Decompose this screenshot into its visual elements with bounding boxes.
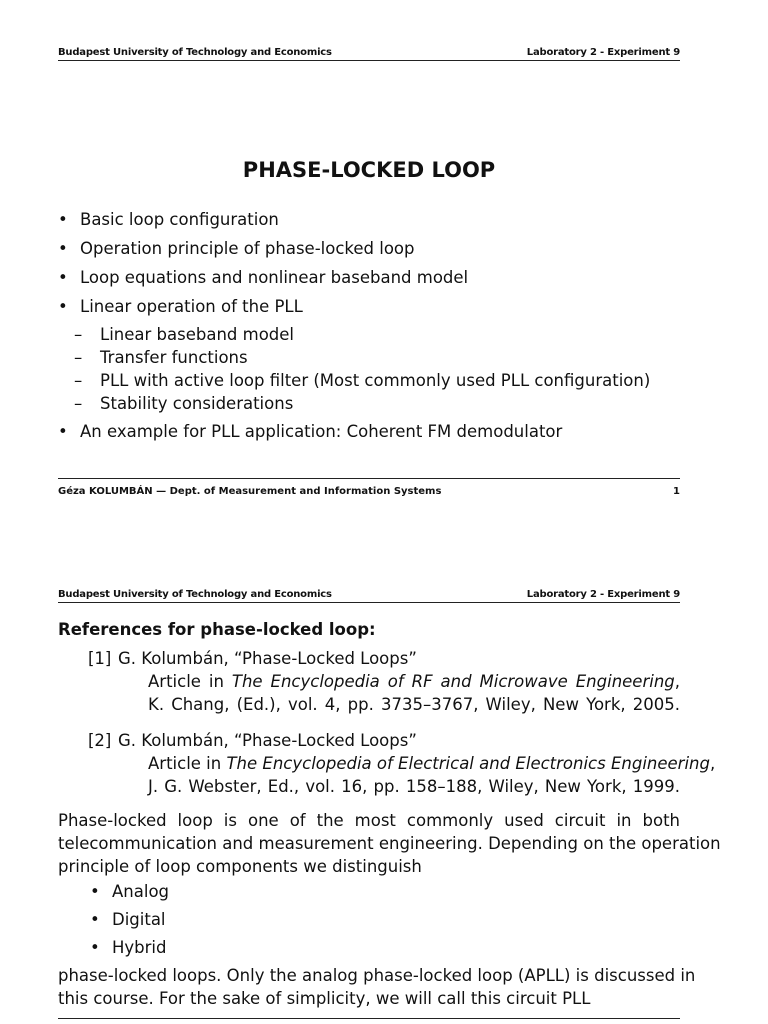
bullet-icon: • xyxy=(58,297,68,316)
bullet-icon: • xyxy=(58,210,68,229)
dash-icon: – xyxy=(74,325,83,344)
bullet-icon: • xyxy=(58,422,68,441)
reference-title: G. Kolumbán, “Phase-Locked Loops” xyxy=(118,731,417,750)
list-item: – PLL with active loop filter (Most commonly used PLL configuration) xyxy=(74,371,651,390)
bullet-icon: • xyxy=(58,239,68,258)
header-right: Laboratory 2 - Experiment 9 xyxy=(526,589,680,600)
header-left: Budapest University of Technology and Economics xyxy=(58,47,332,58)
list-item: • Operation principle of phase-locked loop xyxy=(58,239,415,258)
bullet-icon: • xyxy=(90,882,100,901)
intro-paragraph: Phase-locked loop is one of the most commonly used circuit in both telecommunication and measurement engineering. Depending on the operation principle of loop components we distinguish xyxy=(58,811,721,876)
list-item: • Basic loop configuration xyxy=(58,210,279,229)
list-item: • Linear operation of the PLL xyxy=(58,297,303,316)
page-header xyxy=(58,44,680,61)
bullet-icon: • xyxy=(90,910,100,929)
list-item: • Analog xyxy=(90,882,170,901)
list-item: • Digital xyxy=(90,910,166,929)
bullet-icon: • xyxy=(90,938,100,957)
page-header xyxy=(58,586,680,603)
reference-source: Article in The Encyclopedia of RF and Microwave Engineering, xyxy=(148,672,680,691)
list-item: – Stability considerations xyxy=(74,394,294,413)
bullet-icon: • xyxy=(58,268,68,287)
reference-number: [2] xyxy=(88,731,112,750)
reference-details: K. Chang, (Ed.), vol. 4, pp. 3735–3767, Wiley, New York, 2005. xyxy=(148,695,680,714)
list-item: • An example for PLL application: Coherent FM demodulator xyxy=(58,422,563,441)
page-title: PHASE-LOCKED LOOP xyxy=(242,158,496,182)
dash-icon: – xyxy=(74,394,83,413)
dash-icon: – xyxy=(74,371,83,390)
reference-item xyxy=(88,647,680,716)
subtopic-list xyxy=(74,326,680,418)
footer-left: Géza KOLUMBÁN — Dept. of Measurement and Information Systems xyxy=(58,486,442,497)
reference-item xyxy=(88,729,716,798)
header-right: Laboratory 2 - Experiment 9 xyxy=(526,47,680,58)
references-heading: References for phase-locked loop: xyxy=(58,620,376,639)
list-item: – Transfer functions xyxy=(74,348,248,367)
page-footer xyxy=(58,478,680,497)
closing-paragraph: phase-locked loops. Only the analog phase-locked loop (APLL) is discussed in this course. For the sake of simplicity, we will call this circuit PLL xyxy=(58,966,696,1008)
list-item: • Hybrid xyxy=(90,938,167,957)
reference-source: Article in The Encyclopedia of Electrical and Electronics Engineering, xyxy=(148,754,716,773)
reference-number: [1] xyxy=(88,649,112,668)
reference-title: G. Kolumbán, “Phase-Locked Loops” xyxy=(118,649,417,668)
list-item: • Loop equations and nonlinear baseband model xyxy=(58,268,469,287)
pll-type-list xyxy=(90,883,680,967)
topic-list-last xyxy=(58,423,680,452)
list-item: – Linear baseband model xyxy=(74,325,294,344)
header-left: Budapest University of Technology and Economics xyxy=(58,589,332,600)
footer-rule xyxy=(58,1018,680,1019)
reference-details: J. G. Webster, Ed., vol. 16, pp. 158–188, Wiley, New York, 1999. xyxy=(148,777,680,796)
dash-icon: – xyxy=(74,348,83,367)
page-number: 1 xyxy=(673,486,680,497)
topic-list xyxy=(58,211,680,327)
